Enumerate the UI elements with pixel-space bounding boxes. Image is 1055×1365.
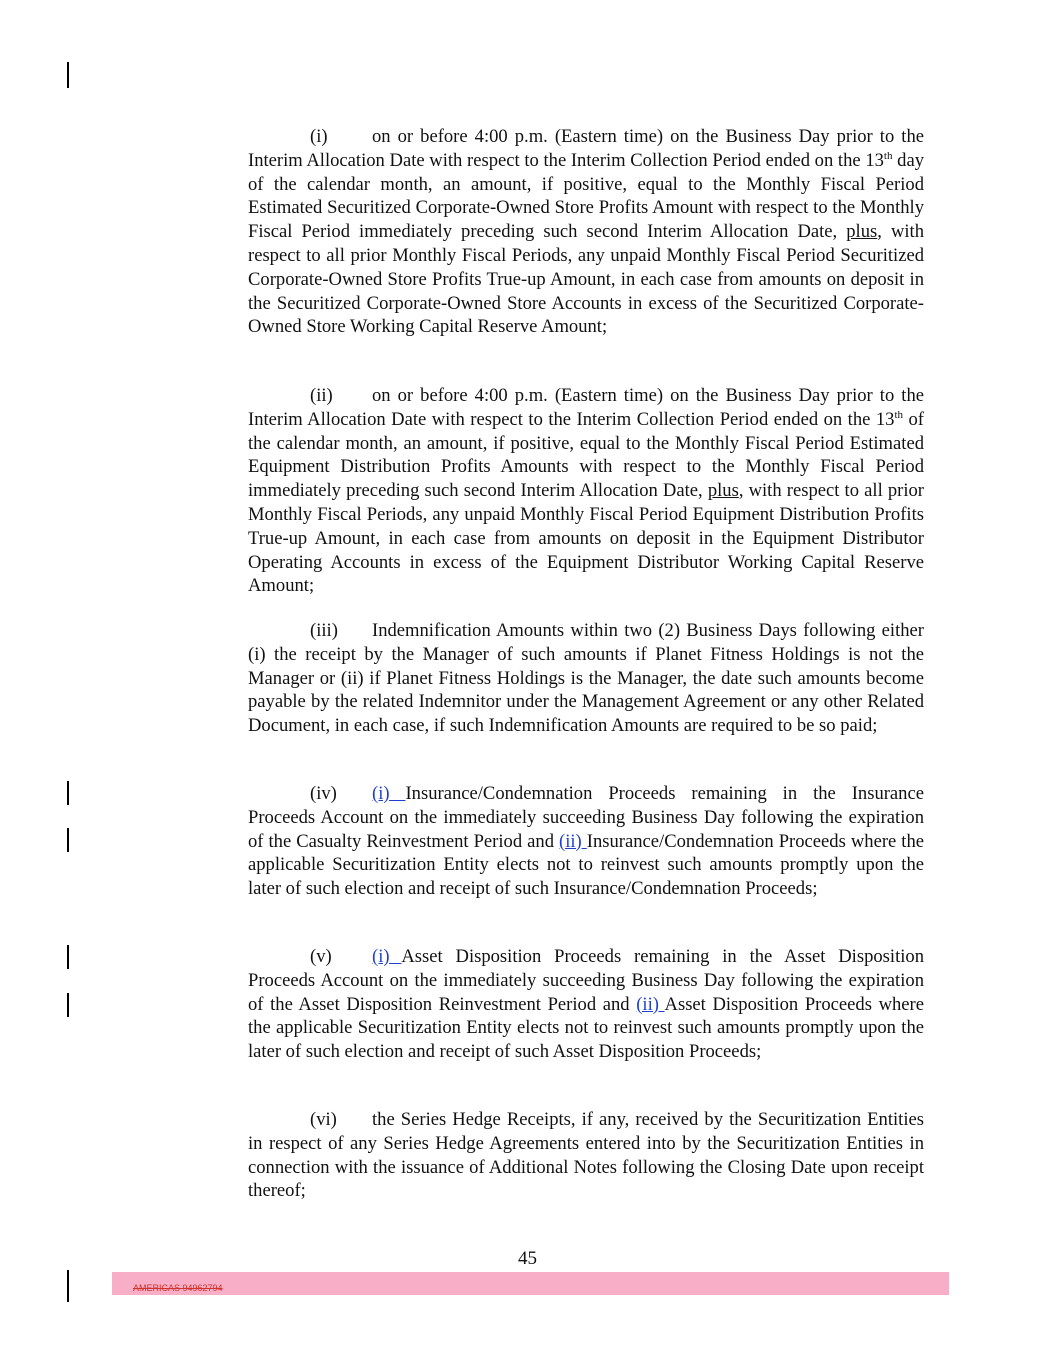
plus-term: plus (846, 221, 878, 243)
clause-number: (i) (310, 126, 328, 147)
page-number: 45 (518, 1248, 537, 1269)
clause-v: (v) (i) Asset Disposition Proceeds remaining in the Asset Disposition Proceeds Account on the immediately succeeding Business Day following the expiration of the Asset Disposition Reinvestment Period and (ii) Asset Disposition Proceeds where the applicable Securitization Entity elects not to reinvest such amounts promptly upon the later of such election and receipt of such Asset Disposition Proceeds; (248, 946, 924, 1063)
clause-number: (iv) (310, 783, 337, 804)
change-bar (67, 1270, 69, 1302)
cross-ref-link[interactable]: (i) (372, 783, 406, 804)
footer-band (112, 1272, 949, 1295)
clause-number: (v) (310, 946, 332, 967)
clause-number: (iii) (310, 620, 338, 641)
change-bar (67, 62, 69, 88)
cross-ref-link[interactable]: (i) (372, 946, 402, 967)
change-bar (67, 828, 69, 852)
clause-number: (vi) (310, 1109, 337, 1130)
clause-number: (ii) (310, 385, 333, 406)
document-id: AMERICAS 94962794 (133, 1283, 223, 1293)
change-bar (67, 993, 69, 1017)
cross-ref-link[interactable]: (ii) (559, 830, 587, 852)
change-bar (67, 945, 69, 969)
clause-iv: (iv) (i) Insurance/Condemnation Proceeds remaining in the Insurance Proceeds Account on the immediately succeeding Business Day following the expiration of the Casualty Reinvestment Period and (ii) Insurance/Condemnation Proceeds where the applicable Securitization Entity elects not to reinvest such amounts promptly upon the later of such election and receipt of such Insurance/Condemnation Proceeds; (248, 783, 924, 900)
clause-iii: (iii) Indemnification Amounts within two (2) Business Days following either (i) the receipt by the Manager of such amounts if Planet Fitness Holdings is not the Manager or (ii) if Planet Fitness Holdings is the Manager, the date such amounts become payable by the related Indemnitor under the Management Agreement or any other Related Document, in each case, if such Indemnification Amounts are required to be so paid; (248, 620, 924, 737)
clause-vi: (vi) the Series Hedge Receipts, if any, received by the Securitization Entities in respect of any Series Hedge Agreements entered into by the Securitization Entities in connection with the issuance of Additional Notes following the Closing Date upon receipt thereof; (248, 1109, 924, 1202)
cross-ref-link[interactable]: (ii) (636, 993, 665, 1015)
plus-term: plus (707, 480, 739, 502)
clause-ii: (ii) on or before 4:00 p.m. (Eastern time) on the Business Day prior to the Interim Allocation Date with respect to the Interim Collection Period ended on the 13th of the calendar month, an amount, if positive, equal to the Monthly Fiscal Period Estimated Equipment Distribution Profits Amounts with respect to the Monthly Fiscal Period immediately preceding such second Interim Allocation Date, plus, with respect to all prior Monthly Fiscal Periods, any unpaid Monthly Fiscal Period Equipment Distribution Profits True-up Amount, in each case from amounts on deposit in the Equipment Distributor Operating Accounts in excess of the Equipment Distributor Working Capital Reserve Amount; (248, 385, 925, 597)
change-bar (67, 781, 69, 805)
clause-i: (i) on or before 4:00 p.m. (Eastern time) on the Business Day prior to the Interim Allocation Date with respect to the Interim Collection Period ended on the 13th day of the calendar month, an amount, if positive, equal to the Monthly Fiscal Period Estimated Securitized Corporate-Owned Store Profits Amount with respect to the Monthly Fiscal Period immediately preceding such second Interim Allocation Date, plus, with respect to all prior Monthly Fiscal Periods, any unpaid Monthly Fiscal Period Securitized Corporate-Owned Store Profits True-up Amount, in each case from amounts on deposit in the Securitized Corporate-Owned Store Accounts in excess of the Securitized Corporate-Owned Store Working Capital Reserve Amount; (248, 126, 925, 338)
